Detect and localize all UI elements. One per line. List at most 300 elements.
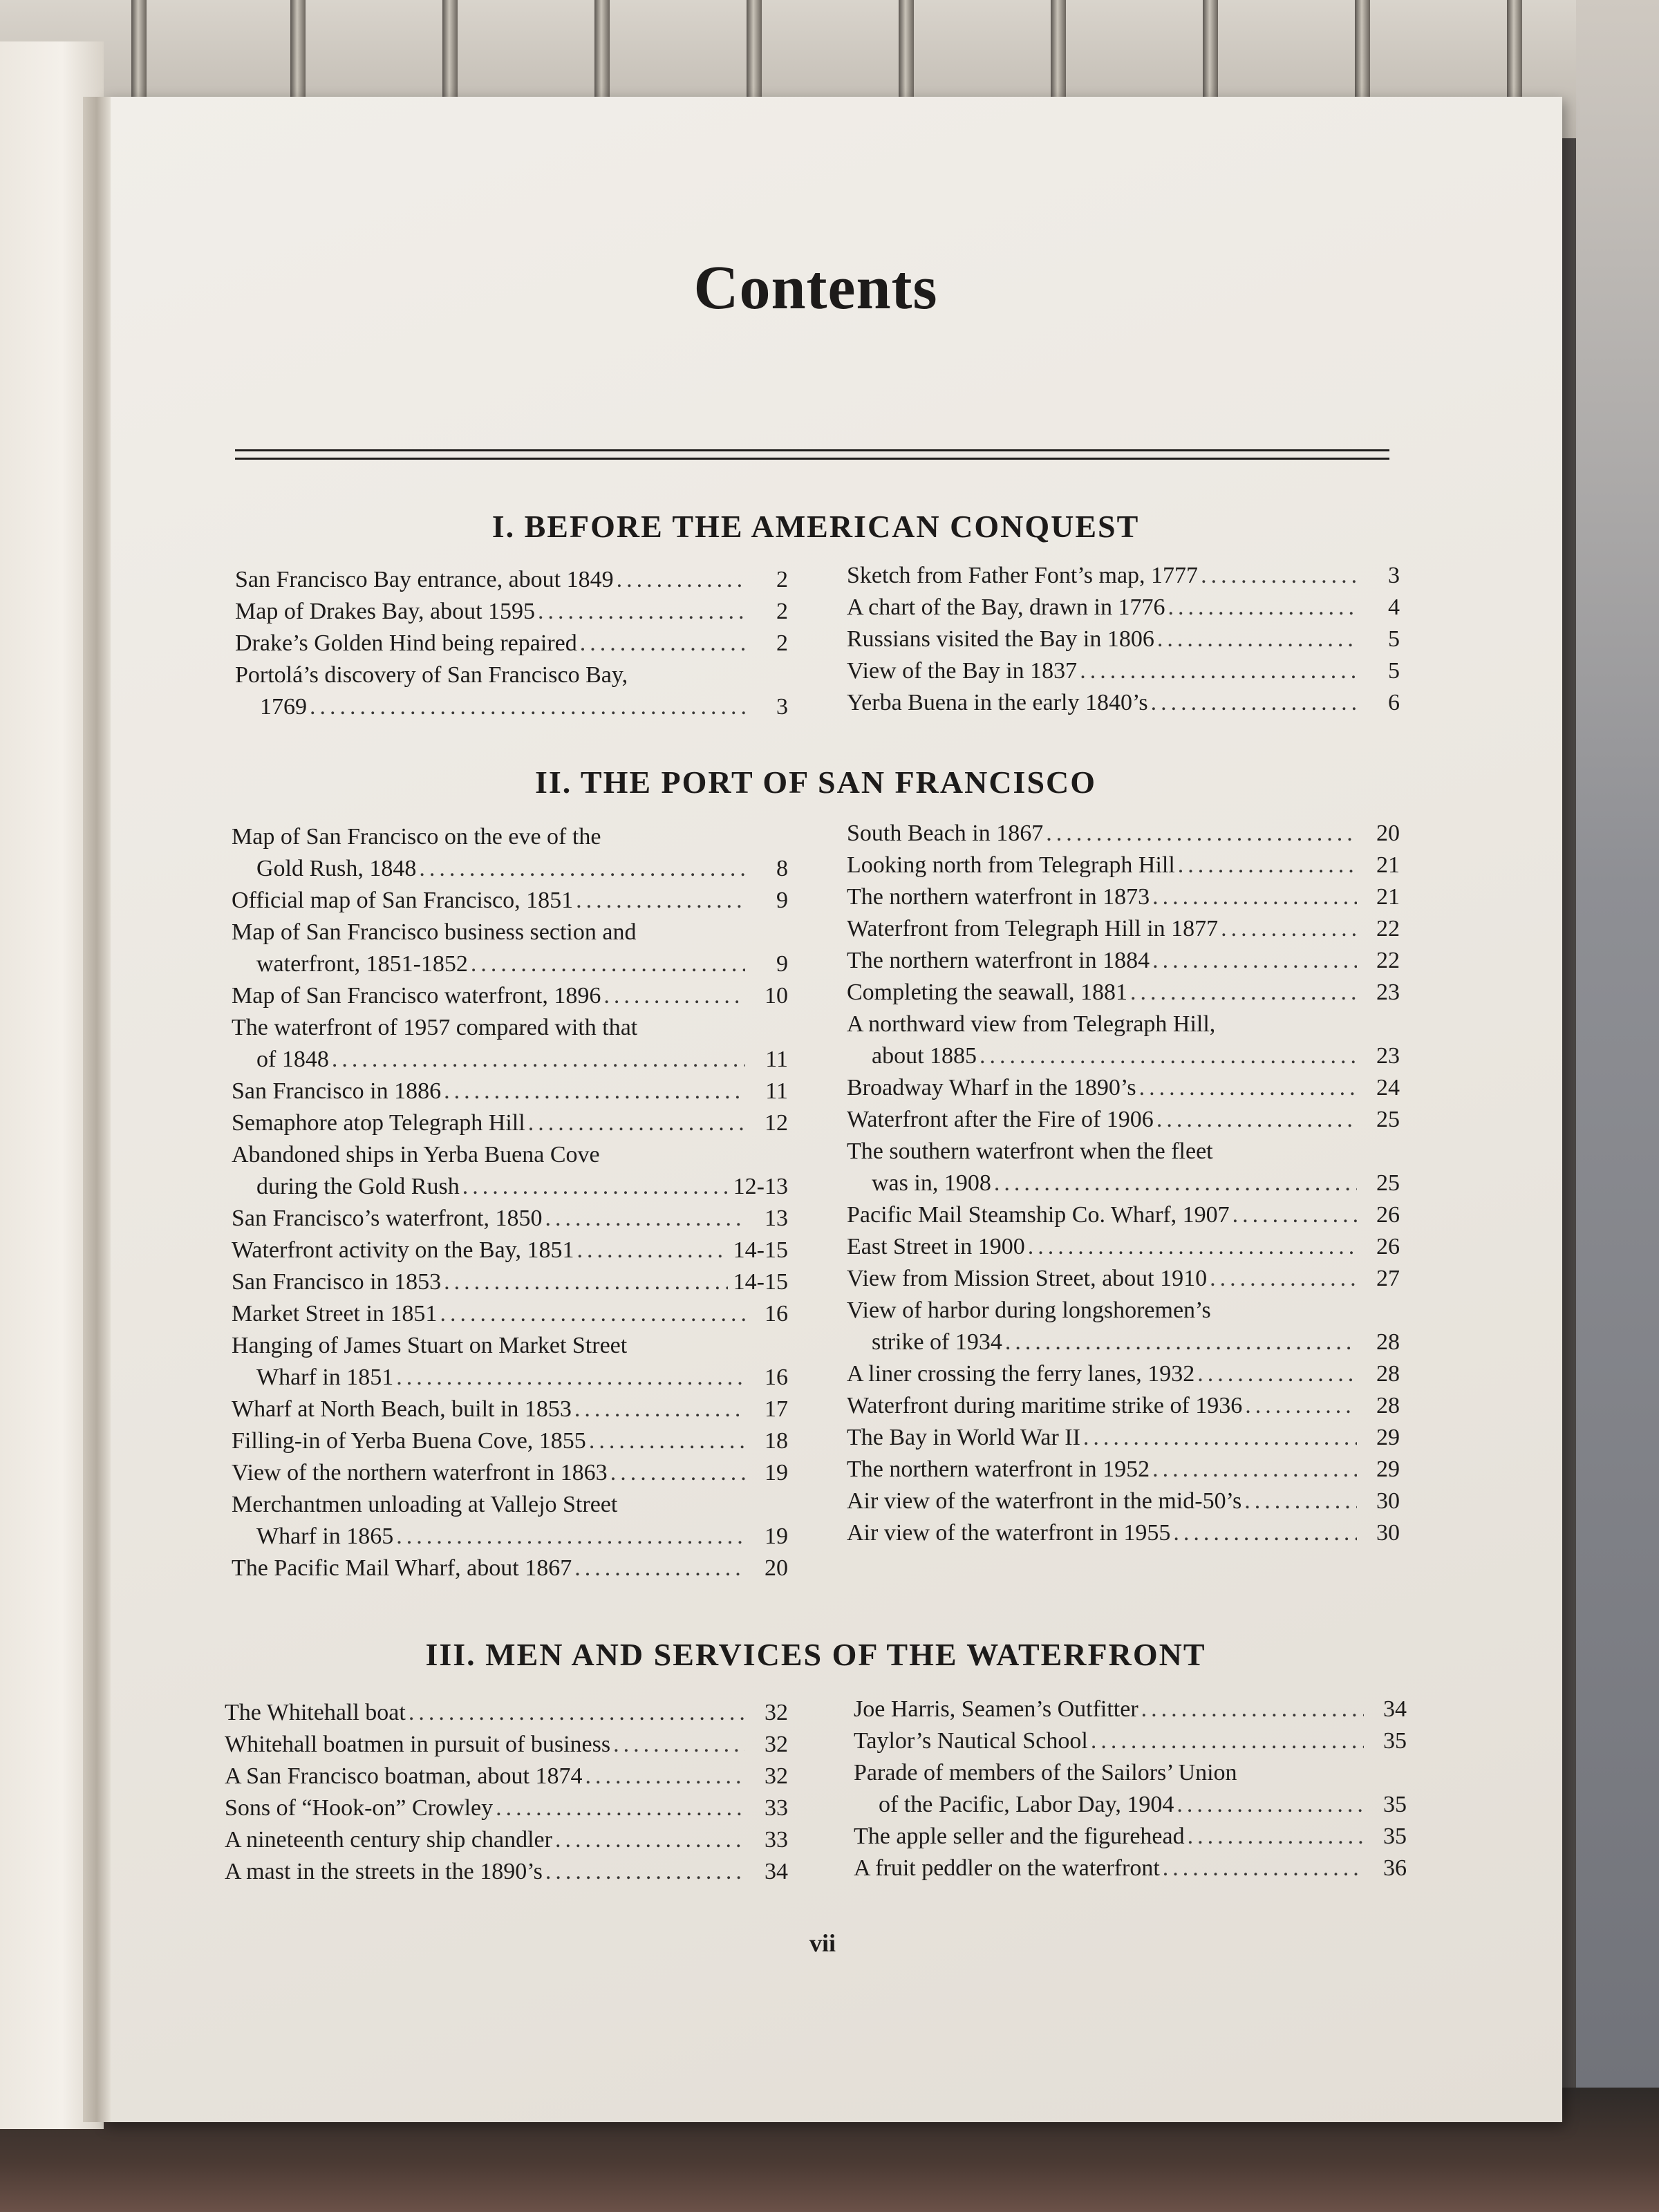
toc-entry-title: The apple seller and the figurehead bbox=[854, 1824, 1185, 1849]
toc-entry bbox=[225, 1761, 788, 1792]
toc-entry-title: was in, 1908 bbox=[872, 1170, 991, 1196]
toc-entry-title: Parade of members of the Sailors’ Union bbox=[854, 1760, 1237, 1785]
dot-leader bbox=[1177, 1789, 1364, 1821]
title-rule-bottom bbox=[235, 458, 1389, 460]
toc-entry-page: 35 bbox=[1383, 1824, 1407, 1849]
toc-entry bbox=[854, 1821, 1407, 1853]
dot-leader bbox=[1197, 1358, 1357, 1390]
toc-entry-title: Abandoned ships in Yerba Buena Cove bbox=[232, 1142, 600, 1168]
toc-entry-page: 18 bbox=[765, 1428, 788, 1454]
toc-entry-page: 4 bbox=[1388, 594, 1400, 620]
toc-entry bbox=[854, 1757, 1407, 1789]
section-heading: III. MEN AND SERVICES OF THE WATERFRONT bbox=[425, 1637, 1206, 1672]
toc-entry bbox=[847, 1263, 1400, 1295]
toc-entry-title: Map of San Francisco business section and bbox=[232, 919, 637, 945]
toc-entry-title: View of the northern waterfront in 1863 bbox=[232, 1460, 608, 1485]
toc-entry bbox=[847, 1040, 1400, 1072]
toc-entry-title: of the Pacific, Labor Day, 1904 bbox=[879, 1792, 1174, 1817]
dot-leader bbox=[332, 1044, 745, 1076]
dot-leader bbox=[462, 1171, 728, 1203]
toc-entry-page: 10 bbox=[765, 983, 788, 1009]
toc-entry-page: 32 bbox=[765, 1732, 788, 1757]
toc-entry-page: 33 bbox=[765, 1795, 788, 1821]
dot-leader bbox=[396, 1521, 745, 1553]
toc-entry-title: Filling-in of Yerba Buena Cove, 1855 bbox=[232, 1428, 586, 1454]
toc-entry-page: 35 bbox=[1383, 1728, 1407, 1754]
toc-entry bbox=[847, 1199, 1400, 1231]
toc-entry bbox=[232, 1171, 788, 1203]
toc-entry-page: 14-15 bbox=[733, 1237, 788, 1263]
toc-entry-page: 28 bbox=[1376, 1361, 1400, 1387]
toc-entry bbox=[232, 1362, 788, 1394]
toc-entry bbox=[854, 1789, 1407, 1821]
dot-leader bbox=[610, 1457, 745, 1489]
toc-entry-title: Air view of the waterfront in 1955 bbox=[847, 1520, 1171, 1546]
toc-entry-page: 34 bbox=[765, 1859, 788, 1884]
dot-leader bbox=[1046, 818, 1357, 850]
toc-entry-title: Completing the seawall, 1881 bbox=[847, 980, 1128, 1005]
dot-leader bbox=[471, 948, 745, 980]
dot-leader bbox=[580, 628, 745, 659]
dot-leader bbox=[444, 1076, 745, 1107]
toc-entry-page: 20 bbox=[765, 1555, 788, 1581]
toc-entry bbox=[235, 628, 788, 659]
toc-entry-page: 2 bbox=[776, 567, 788, 592]
toc-entry-page: 3 bbox=[1388, 563, 1400, 588]
toc-entry bbox=[232, 1139, 788, 1171]
dot-leader bbox=[1152, 1454, 1357, 1485]
dot-leader bbox=[576, 885, 745, 917]
toc-entry-title: The southern waterfront when the fleet bbox=[847, 1138, 1213, 1164]
dot-leader bbox=[440, 1298, 745, 1330]
toc-entry-title: A chart of the Bay, drawn in 1776 bbox=[847, 594, 1165, 620]
toc-entry-title: The northern waterfront in 1952 bbox=[847, 1456, 1150, 1482]
toc-entry-title: strike of 1934 bbox=[872, 1329, 1002, 1355]
toc-entry bbox=[847, 687, 1400, 719]
dot-leader bbox=[620, 1489, 745, 1521]
toc-entry bbox=[847, 1136, 1400, 1168]
toc-entry-title: Waterfront during maritime strike of 1936 bbox=[847, 1393, 1243, 1418]
toc-entry-page: 5 bbox=[1388, 626, 1400, 652]
toc-entry-title: A liner crossing the ferry lanes, 1932 bbox=[847, 1361, 1195, 1387]
toc-entry bbox=[232, 1235, 788, 1266]
toc-entry bbox=[232, 885, 788, 917]
toc-column-left bbox=[225, 1697, 788, 1888]
toc-entry-page: 8 bbox=[776, 856, 788, 881]
toc-entry-page: 5 bbox=[1388, 658, 1400, 684]
toc-entry-page: 22 bbox=[1376, 948, 1400, 973]
dot-leader bbox=[1178, 850, 1357, 881]
dot-leader bbox=[613, 1729, 745, 1761]
toc-entry bbox=[232, 1394, 788, 1425]
toc-entry-title: Drake’s Golden Hind being repaired bbox=[235, 630, 577, 656]
toc-entry-page: 11 bbox=[765, 1078, 788, 1104]
toc-entry-page: 17 bbox=[765, 1396, 788, 1422]
toc-entry-page: 9 bbox=[776, 951, 788, 977]
dot-leader bbox=[1168, 592, 1357, 624]
toc-entry-page: 9 bbox=[776, 888, 788, 913]
toc-entry-title: Gold Rush, 1848 bbox=[256, 856, 417, 881]
toc-entry bbox=[854, 1725, 1407, 1757]
toc-entry-page: 29 bbox=[1376, 1456, 1400, 1482]
toc-entry bbox=[232, 1425, 788, 1457]
toc-entry bbox=[232, 1457, 788, 1489]
toc-entry-title: about 1885 bbox=[872, 1043, 977, 1069]
dot-leader bbox=[1156, 1104, 1357, 1136]
dot-leader bbox=[1005, 1327, 1357, 1358]
toc-entry-page: 28 bbox=[1376, 1393, 1400, 1418]
dot-leader bbox=[555, 1824, 745, 1856]
dot-leader bbox=[577, 1235, 727, 1266]
toc-entry bbox=[235, 596, 788, 628]
toc-entry bbox=[232, 948, 788, 980]
dot-leader bbox=[640, 1012, 745, 1044]
dot-leader bbox=[1201, 560, 1357, 592]
toc-entry-title: San Francisco’s waterfront, 1850 bbox=[232, 1206, 543, 1231]
toc-entry bbox=[225, 1729, 788, 1761]
toc-entry-title: Merchantmen unloading at Vallejo Street bbox=[232, 1492, 618, 1517]
toc-entry-title: View of the Bay in 1837 bbox=[847, 658, 1078, 684]
section-heading: II. THE PORT OF SAN FRANCISCO bbox=[534, 765, 1097, 800]
toc-entry bbox=[847, 1168, 1400, 1199]
toc-entry bbox=[232, 1266, 788, 1298]
dot-leader bbox=[574, 1394, 745, 1425]
toc-entry-title: The Whitehall boat bbox=[225, 1700, 406, 1725]
dot-leader bbox=[1240, 1757, 1364, 1789]
toc-entry-title: waterfront, 1851-1852 bbox=[256, 951, 468, 977]
rack-bar bbox=[1507, 0, 1522, 104]
rack-bar bbox=[594, 0, 610, 104]
dot-leader bbox=[1216, 1136, 1357, 1168]
toc-entry-page: 21 bbox=[1376, 852, 1400, 878]
dot-leader bbox=[1157, 624, 1357, 655]
rack-bar bbox=[1355, 0, 1370, 104]
toc-entry bbox=[232, 853, 788, 885]
toc-entry-page: 12 bbox=[765, 1110, 788, 1136]
toc-entry bbox=[232, 1298, 788, 1330]
dot-leader bbox=[994, 1168, 1357, 1199]
dot-leader bbox=[1173, 1517, 1357, 1549]
toc-entry bbox=[232, 1553, 788, 1584]
toc-entry-page: 23 bbox=[1376, 980, 1400, 1005]
toc-entry-title: Yerba Buena in the early 1840’s bbox=[847, 690, 1148, 715]
toc-entry bbox=[847, 624, 1400, 655]
toc-entry-title: Taylor’s Nautical School bbox=[854, 1728, 1088, 1754]
toc-entry-page: 11 bbox=[765, 1047, 788, 1072]
toc-column-right bbox=[847, 560, 1400, 719]
toc-entry-title: Portolá’s discovery of San Francisco Bay, bbox=[235, 662, 628, 688]
rack-bar bbox=[442, 0, 458, 104]
dot-leader bbox=[603, 980, 745, 1012]
toc-entry bbox=[847, 1454, 1400, 1485]
toc-entry-title: Wharf at North Beach, built in 1853 bbox=[232, 1396, 572, 1422]
dot-leader bbox=[1188, 1821, 1364, 1853]
toc-entry-page: 36 bbox=[1383, 1855, 1407, 1881]
toc-entry bbox=[235, 659, 788, 691]
dot-leader bbox=[496, 1792, 745, 1824]
dot-leader bbox=[545, 1856, 745, 1888]
toc-entry bbox=[232, 1012, 788, 1044]
toc-entry-page: 30 bbox=[1376, 1520, 1400, 1546]
toc-entry-title: Hanging of James Stuart on Market Street bbox=[232, 1333, 628, 1358]
toc-entry bbox=[847, 1327, 1400, 1358]
toc-entry bbox=[847, 881, 1400, 913]
dot-leader bbox=[1091, 1725, 1364, 1757]
toc-entry bbox=[847, 1517, 1400, 1549]
dot-leader bbox=[1221, 913, 1357, 945]
toc-entry bbox=[232, 1330, 788, 1362]
toc-entry-page: 19 bbox=[765, 1524, 788, 1549]
toc-entry-page: 32 bbox=[765, 1763, 788, 1789]
dot-leader bbox=[528, 1107, 745, 1139]
dot-leader bbox=[396, 1362, 745, 1394]
toc-entry-page: 12-13 bbox=[733, 1174, 788, 1199]
dot-leader bbox=[1245, 1390, 1357, 1422]
toc-entry-title: Broadway Wharf in the 1890’s bbox=[847, 1075, 1136, 1100]
page-number: vii bbox=[809, 1929, 836, 1957]
toc-entry-page: 13 bbox=[765, 1206, 788, 1231]
toc-entry-page bbox=[1364, 1757, 1407, 1789]
toc-entry bbox=[847, 560, 1400, 592]
toc-entry bbox=[235, 564, 788, 596]
dot-leader bbox=[310, 691, 745, 723]
toc-entry-title: Waterfront from Telegraph Hill in 1877 bbox=[847, 916, 1219, 941]
toc-entry-page bbox=[745, 1330, 788, 1362]
toc-entry-title: Sons of “Hook-on” Crowley bbox=[225, 1795, 494, 1821]
toc-entry bbox=[225, 1792, 788, 1824]
page-title: Contents bbox=[693, 254, 938, 322]
toc-entry bbox=[235, 691, 788, 723]
dot-leader bbox=[589, 1425, 745, 1457]
floor-background bbox=[1576, 0, 1659, 2212]
dot-leader bbox=[1151, 687, 1357, 719]
toc-entry-title: Waterfront activity on the Bay, 1851 bbox=[232, 1237, 574, 1263]
toc-entry bbox=[847, 1231, 1400, 1263]
book-gutter bbox=[83, 97, 111, 2122]
toc-entry-page: 14-15 bbox=[733, 1269, 788, 1295]
toc-entry-title: during the Gold Rush bbox=[256, 1174, 460, 1199]
toc-entry-title: 1769 bbox=[260, 694, 307, 720]
dot-leader bbox=[1080, 655, 1357, 687]
toc-entry-page: 16 bbox=[765, 1301, 788, 1327]
toc-entry-title: Sketch from Father Font’s map, 1777 bbox=[847, 563, 1199, 588]
toc-entry-title: A fruit peddler on the waterfront bbox=[854, 1855, 1160, 1881]
toc-entry-title: San Francisco Bay entrance, about 1849 bbox=[235, 567, 614, 592]
rack-bar bbox=[899, 0, 914, 104]
toc-entry-title: The northern waterfront in 1873 bbox=[847, 884, 1150, 910]
toc-entry-page: 28 bbox=[1376, 1329, 1400, 1355]
toc-entry-page bbox=[745, 1012, 788, 1044]
toc-entry-title: San Francisco in 1886 bbox=[232, 1078, 442, 1104]
rack-bar bbox=[290, 0, 306, 104]
toc-entry-title: View of harbor during longshoremen’s bbox=[847, 1297, 1211, 1323]
toc-entry-title: Map of Drakes Bay, about 1595 bbox=[235, 599, 536, 624]
toc-entry-page: 26 bbox=[1376, 1202, 1400, 1228]
toc-entry-page: 3 bbox=[776, 694, 788, 720]
toc-entry-page: 2 bbox=[776, 630, 788, 656]
dot-leader bbox=[409, 1697, 745, 1729]
toc-entry-title: View from Mission Street, about 1910 bbox=[847, 1266, 1208, 1291]
toc-entry-page bbox=[745, 659, 788, 691]
toc-entry-page: 33 bbox=[765, 1827, 788, 1853]
toc-entry bbox=[232, 1521, 788, 1553]
toc-entry bbox=[847, 977, 1400, 1009]
dot-leader bbox=[585, 1761, 745, 1792]
toc-entry bbox=[854, 1694, 1407, 1725]
dot-leader bbox=[1210, 1263, 1357, 1295]
toc-entry bbox=[854, 1853, 1407, 1884]
dot-leader bbox=[545, 1203, 745, 1235]
dot-leader bbox=[1152, 881, 1357, 913]
dot-leader bbox=[574, 1553, 745, 1584]
toc-entry bbox=[847, 1104, 1400, 1136]
toc-entry bbox=[847, 850, 1400, 881]
toc-entry-page: 30 bbox=[1376, 1488, 1400, 1514]
toc-entry-title: A nineteenth century ship chandler bbox=[225, 1827, 552, 1853]
toc-column-right bbox=[847, 818, 1400, 1549]
toc-entry bbox=[847, 1390, 1400, 1422]
toc-entry bbox=[232, 1044, 788, 1076]
dot-leader bbox=[538, 596, 745, 628]
toc-entry-page: 29 bbox=[1376, 1425, 1400, 1450]
toc-entry-title: The Bay in World War II bbox=[847, 1425, 1080, 1450]
toc-entry-page bbox=[745, 1489, 788, 1521]
dot-leader bbox=[444, 1266, 728, 1298]
dot-leader bbox=[1218, 1009, 1357, 1040]
toc-entry bbox=[847, 1485, 1400, 1517]
toc-column-left bbox=[232, 821, 788, 1584]
toc-entry-title: Map of San Francisco waterfront, 1896 bbox=[232, 983, 601, 1009]
toc-entry-title: The Pacific Mail Wharf, about 1867 bbox=[232, 1555, 572, 1581]
toc-entry bbox=[232, 1489, 788, 1521]
toc-entry bbox=[847, 592, 1400, 624]
toc-entry-title: Map of San Francisco on the eve of the bbox=[232, 824, 601, 850]
toc-entry bbox=[225, 1824, 788, 1856]
toc-entry-title: South Beach in 1867 bbox=[847, 821, 1044, 846]
toc-entry bbox=[847, 818, 1400, 850]
toc-entry bbox=[847, 1422, 1400, 1454]
section-heading: I. BEFORE THE AMERICAN CONQUEST bbox=[491, 509, 1140, 544]
toc-entry-title: Pacific Mail Steamship Co. Wharf, 1907 bbox=[847, 1202, 1230, 1228]
toc-entry-page: 24 bbox=[1376, 1075, 1400, 1100]
toc-entry-page: 6 bbox=[1388, 690, 1400, 715]
toc-entry bbox=[847, 913, 1400, 945]
toc-entry-page: 21 bbox=[1376, 884, 1400, 910]
toc-entry-page: 32 bbox=[765, 1700, 788, 1725]
toc-entry-title: Wharf in 1865 bbox=[256, 1524, 394, 1549]
dot-leader bbox=[1141, 1694, 1364, 1725]
toc-entry-title: Air view of the waterfront in the mid-50’s bbox=[847, 1488, 1242, 1514]
toc-entry-page bbox=[1357, 1136, 1400, 1168]
toc-entry-title: Russians visited the Bay in 1806 bbox=[847, 626, 1154, 652]
dot-leader bbox=[603, 821, 745, 853]
toc-entry-title: San Francisco in 1853 bbox=[232, 1269, 442, 1295]
rack-bar bbox=[131, 0, 147, 104]
toc-entry-page: 26 bbox=[1376, 1234, 1400, 1259]
dot-leader bbox=[1214, 1295, 1357, 1327]
toc-entry-page bbox=[745, 821, 788, 853]
dot-leader bbox=[639, 917, 745, 948]
toc-entry-title: Waterfront after the Fire of 1906 bbox=[847, 1107, 1154, 1132]
toc-entry bbox=[847, 1295, 1400, 1327]
dot-leader bbox=[1083, 1422, 1357, 1454]
toc-entry-title: Whitehall boatmen in pursuit of business bbox=[225, 1732, 611, 1757]
dot-leader bbox=[630, 1330, 745, 1362]
toc-entry bbox=[847, 945, 1400, 977]
dot-leader bbox=[980, 1040, 1357, 1072]
toc-entry-page: 2 bbox=[776, 599, 788, 624]
toc-entry bbox=[232, 1076, 788, 1107]
dot-leader bbox=[1152, 945, 1357, 977]
toc-entry bbox=[232, 1203, 788, 1235]
toc-entry-title: Wharf in 1851 bbox=[256, 1365, 394, 1390]
toc-entry-title: A northward view from Telegraph Hill, bbox=[847, 1011, 1216, 1037]
toc-entry bbox=[847, 655, 1400, 687]
toc-entry-page bbox=[745, 1139, 788, 1171]
toc-entry-page: 23 bbox=[1376, 1043, 1400, 1069]
dot-leader bbox=[630, 659, 745, 691]
dot-leader bbox=[1232, 1199, 1357, 1231]
toc-entry-page: 35 bbox=[1383, 1792, 1407, 1817]
toc-entry-page bbox=[1357, 1295, 1400, 1327]
dot-leader bbox=[1163, 1853, 1364, 1884]
dot-leader bbox=[419, 853, 745, 885]
toc-entry-page: 25 bbox=[1376, 1107, 1400, 1132]
toc-entry-page: 19 bbox=[765, 1460, 788, 1485]
toc-entry bbox=[225, 1697, 788, 1729]
toc-entry-title: Official map of San Francisco, 1851 bbox=[232, 888, 574, 913]
dot-leader bbox=[1139, 1072, 1357, 1104]
toc-entry bbox=[225, 1856, 788, 1888]
title-rule-top bbox=[235, 449, 1389, 451]
toc-entry-title: A mast in the streets in the 1890’s bbox=[225, 1859, 543, 1884]
toc-entry bbox=[232, 1107, 788, 1139]
toc-entry-title: The northern waterfront in 1884 bbox=[847, 948, 1150, 973]
toc-entry-title: Market Street in 1851 bbox=[232, 1301, 438, 1327]
dot-leader bbox=[603, 1139, 745, 1171]
toc-entry-title: East Street in 1900 bbox=[847, 1234, 1025, 1259]
dot-leader bbox=[617, 564, 745, 596]
toc-entry bbox=[232, 980, 788, 1012]
dot-leader bbox=[1244, 1485, 1357, 1517]
toc-entry-title: The waterfront of 1957 compared with that bbox=[232, 1015, 638, 1040]
toc-entry-page: 20 bbox=[1376, 821, 1400, 846]
toc-entry bbox=[847, 1358, 1400, 1390]
toc-entry-page: 16 bbox=[765, 1365, 788, 1390]
dot-leader bbox=[1028, 1231, 1357, 1263]
toc-entry-title: Looking north from Telegraph Hill bbox=[847, 852, 1175, 878]
toc-entry-title: A San Francisco boatman, about 1874 bbox=[225, 1763, 583, 1789]
toc-entry bbox=[232, 821, 788, 853]
toc-column-right bbox=[854, 1694, 1407, 1884]
dot-leader bbox=[1130, 977, 1357, 1009]
toc-column-left bbox=[235, 564, 788, 723]
toc-entry bbox=[232, 917, 788, 948]
rack-bar bbox=[1051, 0, 1066, 104]
toc-entry bbox=[847, 1009, 1400, 1040]
toc-entry-page: 25 bbox=[1376, 1170, 1400, 1196]
toc-entry-title: Joe Harris, Seamen’s Outfitter bbox=[854, 1696, 1138, 1722]
toc-entry-page: 34 bbox=[1383, 1696, 1407, 1722]
toc-entry-page: 22 bbox=[1376, 916, 1400, 941]
toc-entry-page bbox=[745, 917, 788, 948]
toc-entry-title: of 1848 bbox=[256, 1047, 329, 1072]
rack-bar bbox=[747, 0, 762, 104]
toc-entry-page bbox=[1357, 1009, 1400, 1040]
toc-entry-page: 27 bbox=[1376, 1266, 1400, 1291]
toc-entry bbox=[847, 1072, 1400, 1104]
rack-bar bbox=[1203, 0, 1218, 104]
